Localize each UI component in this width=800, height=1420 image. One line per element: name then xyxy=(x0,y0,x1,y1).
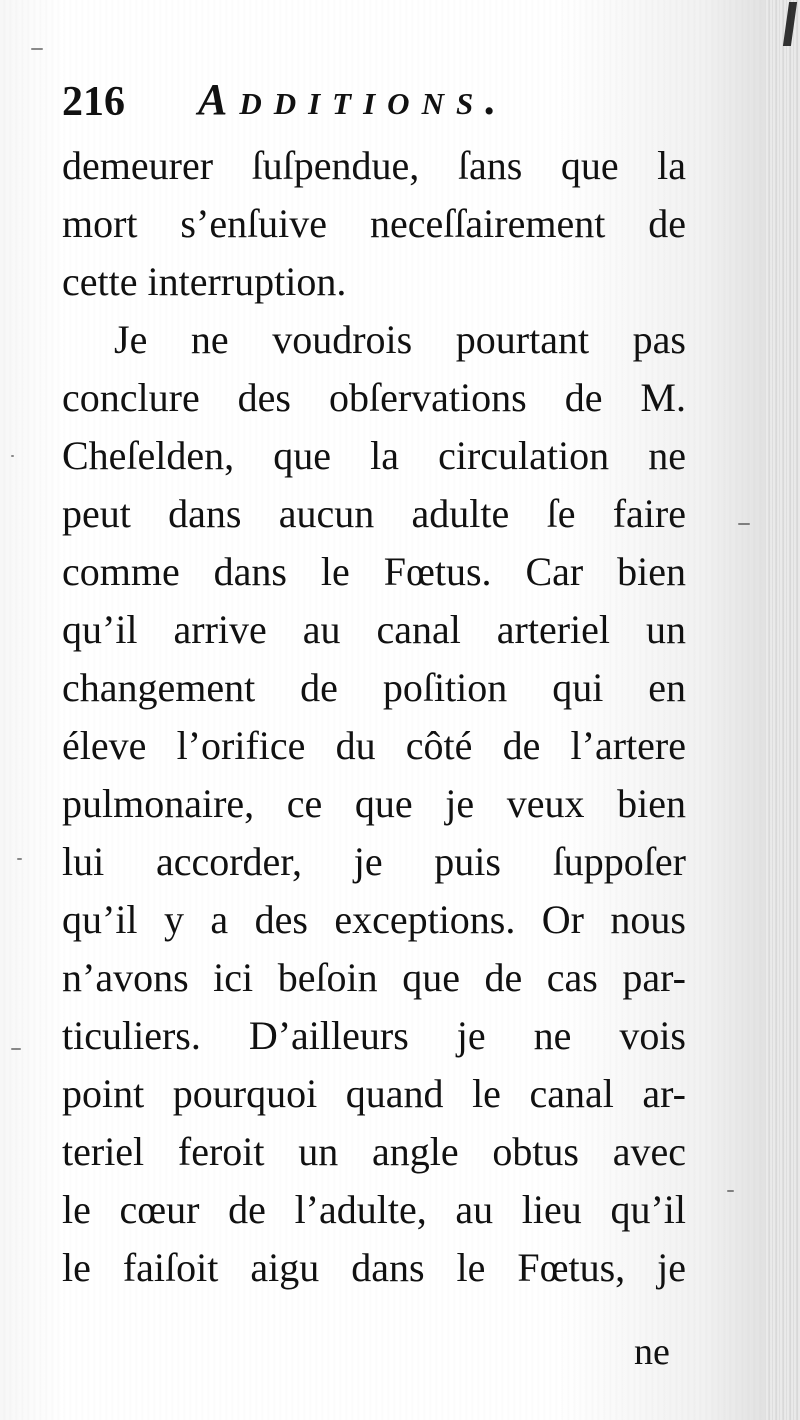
paper-speck xyxy=(738,523,750,525)
page-number: 216 xyxy=(62,79,125,125)
text-line: mort s’enſuive neceſſairement de xyxy=(62,201,686,246)
text-line: point pourquoi quand le canal ar- xyxy=(62,1071,686,1116)
paper-speck xyxy=(727,1190,734,1192)
text-line: n’avons ici beſoin que de cas par- xyxy=(62,955,686,1000)
text-line: le faiſoit aigu dans le Fœtus, je xyxy=(62,1245,686,1290)
text-line: teriel feroit un angle obtus avec xyxy=(62,1129,686,1174)
text-line: changement de poſition qui en xyxy=(62,665,686,710)
text-line: pulmonaire, ce que je veux bien xyxy=(62,781,686,826)
text-line: qu’il y a des exceptions. Or nous xyxy=(62,897,686,942)
paper-speck xyxy=(31,48,43,50)
text-line: le cœur de l’adulte, au lieu qu’il xyxy=(62,1187,686,1232)
text-line: conclure des obſervations de M. xyxy=(62,375,686,420)
paper-speck xyxy=(17,858,22,860)
catchword: ne xyxy=(634,1331,670,1373)
text-line: Je ne voudrois pourtant pas xyxy=(114,317,686,362)
page-edge-shadow xyxy=(766,0,800,1420)
text-line: qu’il arrive au canal arteriel un xyxy=(62,607,686,652)
text-line: demeurer ſuſpendue, ſans que la xyxy=(62,143,686,188)
text-line: comme dans le Fœtus. Car bien xyxy=(62,549,686,594)
body-text xyxy=(62,137,686,1297)
paper-speck xyxy=(11,1048,21,1050)
text-line: ticuliers. D’ailleurs je ne vois xyxy=(62,1013,686,1058)
text-line: cette interruption. xyxy=(62,259,347,304)
page-header xyxy=(62,74,702,134)
paper-speck xyxy=(11,455,14,457)
text-line: peut dans aucun adulte ſe faire xyxy=(62,491,686,536)
running-head: Additions. xyxy=(198,75,509,124)
text-line: Cheſelden, que la circulation ne xyxy=(62,433,686,478)
text-line: éleve l’orifice du côté de l’artere xyxy=(62,723,686,768)
text-line: lui accorder, je puis ſuppoſer xyxy=(62,839,686,884)
